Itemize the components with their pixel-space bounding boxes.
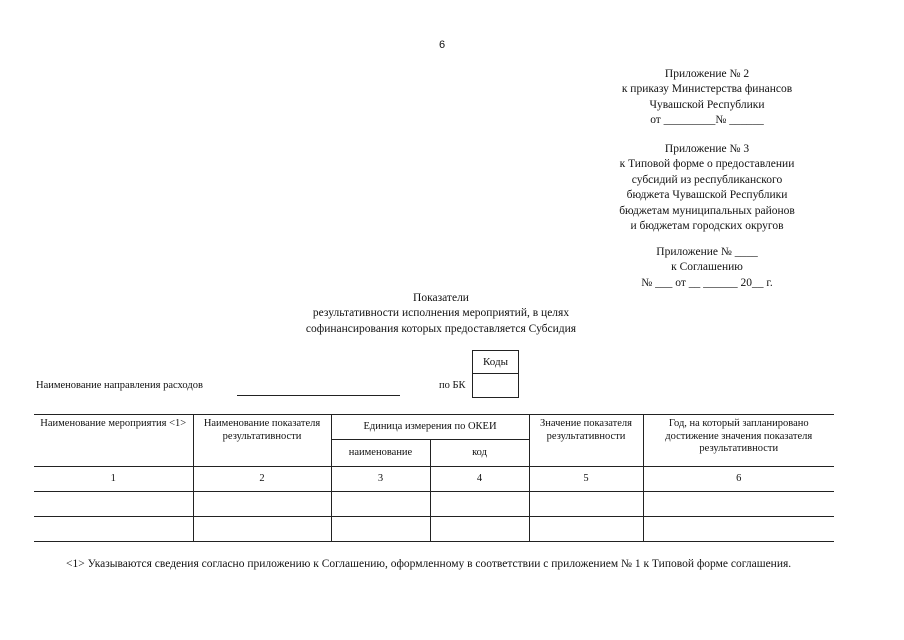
table-cell[interactable] xyxy=(34,492,193,517)
appendix-3-line: субсидий из республиканского xyxy=(631,173,783,186)
appendix-2-header xyxy=(582,67,832,129)
appendix-2-line: к приказу Министерства финансов xyxy=(621,83,793,96)
table-cell[interactable] xyxy=(529,517,643,542)
table-cell[interactable] xyxy=(643,492,834,517)
table-cell[interactable] xyxy=(430,517,529,542)
table-row xyxy=(34,492,834,517)
appendix-3-line: бюджета Чувашской Республики xyxy=(626,189,788,202)
page-number: 6 xyxy=(438,39,446,51)
bk-label: по БК xyxy=(439,380,466,391)
bk-code-field[interactable] xyxy=(473,374,518,398)
appendix-2-line: Приложение № 2 xyxy=(664,68,750,80)
appendix-2-line: от _________№ ______ xyxy=(650,114,764,127)
column-number: 5 xyxy=(529,467,643,492)
codes-header: Коды xyxy=(473,351,518,374)
table-cell[interactable] xyxy=(643,517,834,542)
agreement-appendix-header xyxy=(582,245,832,291)
table-cell[interactable] xyxy=(193,492,331,517)
title-line: софинансирования которых предоставляется Субсидия xyxy=(305,322,577,335)
column-number: 1 xyxy=(34,467,193,492)
appendix-3-line: к Типовой форме о предоставлении xyxy=(619,158,795,171)
footnote: <1> Указываются сведения согласно приложению к Соглашению, оформленному в соответствии с приложением № 1 к Типовой форме соглашения. xyxy=(66,558,792,570)
column-number: 3 xyxy=(331,467,430,492)
table-row xyxy=(34,517,834,542)
table-cell[interactable] xyxy=(430,492,529,517)
header-unit-okei: Единица измерения по ОКЕИ xyxy=(331,415,529,440)
column-number: 4 xyxy=(430,467,529,492)
appendix-3-line: и бюджетам городских округов xyxy=(630,220,784,233)
appendix-3-line: бюджетам муниципальных районов xyxy=(619,204,795,217)
table-cell[interactable] xyxy=(331,517,430,542)
table-cell[interactable] xyxy=(331,492,430,517)
expense-direction-field[interactable] xyxy=(237,395,400,396)
table-cell[interactable] xyxy=(34,517,193,542)
title-line: результативности исполнения мероприятий, в целях xyxy=(312,307,570,320)
column-number: 6 xyxy=(643,467,834,492)
document-title xyxy=(240,291,642,337)
agreement-appendix-line: Приложение № ____ xyxy=(656,246,758,258)
header-target-year: Год, на который запланировано достижение значения показателя результативности xyxy=(643,415,834,467)
table-header-row xyxy=(34,415,834,440)
table-cell[interactable] xyxy=(529,492,643,517)
codes-box xyxy=(472,350,519,398)
title-line: Показатели xyxy=(413,292,469,304)
table-number-row xyxy=(34,467,834,492)
header-indicator-name: Наименование показателя результативности xyxy=(193,415,331,467)
header-indicator-value: Значение показателя результативности xyxy=(529,415,643,467)
column-number: 2 xyxy=(193,467,331,492)
agreement-appendix-line: к Соглашению xyxy=(671,261,743,274)
appendix-2-line: Чувашской Республики xyxy=(649,98,765,111)
agreement-appendix-line: № ___ от __ ______ 20__ г. xyxy=(641,276,773,289)
header-event-name: Наименование мероприятия <1> xyxy=(34,415,193,467)
header-unit-name: наименование xyxy=(331,440,430,467)
table-cell[interactable] xyxy=(193,517,331,542)
header-unit-code: код xyxy=(430,440,529,467)
indicators-table xyxy=(34,414,834,542)
expense-direction-label: Наименование направления расходов xyxy=(36,380,203,391)
appendix-3-header xyxy=(582,142,832,234)
appendix-3-line: Приложение № 3 xyxy=(664,143,750,155)
